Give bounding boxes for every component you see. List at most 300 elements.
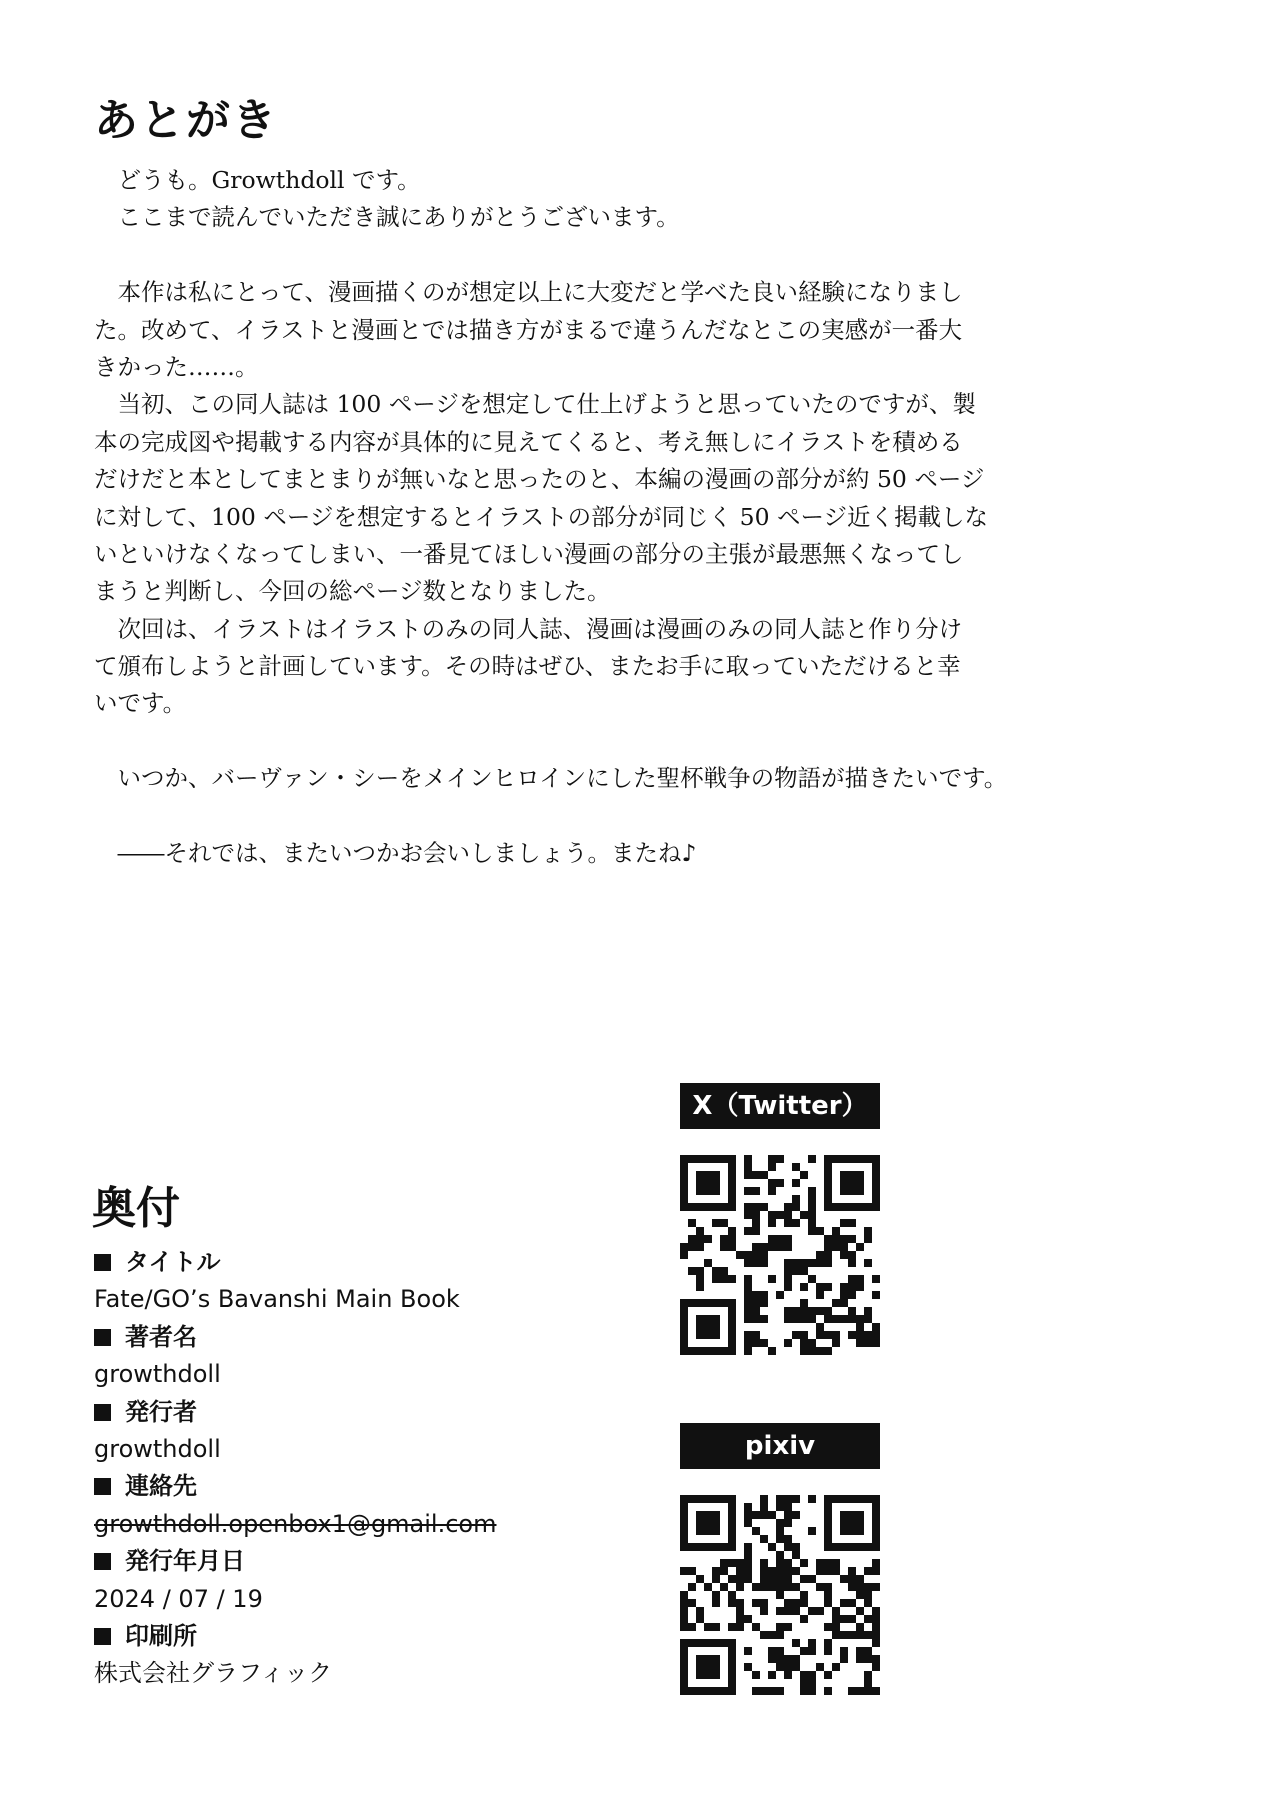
qr-module: [872, 1203, 880, 1211]
qr-module: [864, 1655, 872, 1663]
qr-module: [728, 1687, 736, 1695]
qr-module: [696, 1155, 704, 1163]
qr-module: [832, 1227, 840, 1235]
qr-module: [824, 1347, 832, 1355]
qr-module: [872, 1331, 880, 1339]
colophon-title-value: Fate/GO’s Bavanshi Main Book: [94, 1285, 460, 1314]
square-bullet-icon: [94, 1404, 111, 1421]
qr-module: [744, 1171, 752, 1179]
qr-module: [752, 1219, 760, 1227]
square-bullet-icon: [94, 1254, 111, 1271]
qr-module: [848, 1543, 856, 1551]
qr-module: [728, 1315, 736, 1323]
qr-module: [872, 1663, 880, 1671]
qr-module: [744, 1163, 752, 1171]
qr-module: [816, 1291, 824, 1299]
qr-module: [744, 1559, 752, 1567]
qr-module: [792, 1543, 800, 1551]
qr-module: [688, 1639, 696, 1647]
qr-module: [760, 1599, 768, 1607]
qr-module: [680, 1591, 688, 1599]
qr-module: [840, 1647, 848, 1655]
qr-module: [720, 1275, 728, 1283]
qr-module: [768, 1647, 776, 1655]
qr-module: [752, 1315, 760, 1323]
qr-module: [680, 1671, 688, 1679]
qr-module: [680, 1251, 688, 1259]
qr-module: [752, 1227, 760, 1235]
qr-module: [824, 1647, 832, 1655]
qr-module: [856, 1243, 864, 1251]
qr-module: [792, 1203, 800, 1211]
colophon-printer-value: 株式会社グラフィック: [94, 1659, 333, 1688]
qr-module: [696, 1527, 704, 1535]
qr-module: [808, 1671, 816, 1679]
qr-module: [792, 1179, 800, 1187]
qr-module: [832, 1243, 840, 1251]
qr-module: [768, 1511, 776, 1519]
qr-module: [728, 1179, 736, 1187]
qr-module: [688, 1543, 696, 1551]
qr-module: [736, 1607, 744, 1615]
qr-module: [784, 1339, 792, 1347]
afterword-line: 当初、この同人誌は 100 ページを想定して仕上げようと思っていたのですが、製: [94, 390, 976, 419]
qr-module: [680, 1331, 688, 1339]
qr-module: [768, 1583, 776, 1591]
qr-module: [696, 1275, 704, 1283]
colophon-date-label-text: 発行年月日: [125, 1547, 245, 1576]
qr-module: [752, 1339, 760, 1347]
qr-module: [824, 1519, 832, 1527]
qr-code-graphic: [680, 1495, 880, 1695]
qr-module: [768, 1179, 776, 1187]
qr-module: [872, 1195, 880, 1203]
qr-module: [760, 1251, 768, 1259]
qr-module: [800, 1687, 808, 1695]
qr-module: [688, 1687, 696, 1695]
qr-module: [728, 1671, 736, 1679]
qr-module: [704, 1527, 712, 1535]
qr-module: [824, 1187, 832, 1195]
qr-module: [848, 1219, 856, 1227]
qr-module: [760, 1171, 768, 1179]
qr-module: [760, 1291, 768, 1299]
qr-module: [856, 1623, 864, 1631]
qr-module: [720, 1495, 728, 1503]
qr-module: [736, 1567, 744, 1575]
qr-module: [840, 1155, 848, 1163]
qr-module: [864, 1679, 872, 1687]
qr-module: [680, 1655, 688, 1663]
qr-module: [848, 1171, 856, 1179]
qr-module: [736, 1575, 744, 1583]
qr-module: [792, 1315, 800, 1323]
qr-module: [824, 1179, 832, 1187]
qr-module: [816, 1583, 824, 1591]
qr-module: [728, 1519, 736, 1527]
qr-module: [760, 1607, 768, 1615]
qr-module: [728, 1511, 736, 1519]
qr-module: [824, 1535, 832, 1543]
qr-module: [776, 1655, 784, 1663]
qr-module: [680, 1687, 688, 1695]
qr-module: [824, 1163, 832, 1171]
qr-module: [696, 1607, 704, 1615]
qr-module: [784, 1203, 792, 1211]
qr-module: [784, 1607, 792, 1615]
afterword-line: だけだと本としてまとまりが無いなと思ったのと、本編の漫画の部分が約 50 ページ: [94, 465, 985, 494]
pixiv-qr-block: [680, 1423, 880, 1695]
qr-module: [744, 1187, 752, 1195]
qr-module: [800, 1647, 808, 1655]
qr-module: [808, 1315, 816, 1323]
qr-module: [704, 1511, 712, 1519]
afterword-line: きかった……。: [94, 352, 259, 381]
qr-module: [728, 1639, 736, 1647]
qr-module: [808, 1307, 816, 1315]
qr-module: [728, 1155, 736, 1163]
qr-module: [816, 1663, 824, 1671]
qr-module: [768, 1543, 776, 1551]
qr-module: [816, 1227, 824, 1235]
qr-module: [784, 1315, 792, 1323]
qr-module: [704, 1331, 712, 1339]
qr-module: [824, 1307, 832, 1315]
qr-module: [864, 1631, 872, 1639]
qr-module: [784, 1495, 792, 1503]
qr-module: [776, 1519, 784, 1527]
qr-module: [728, 1599, 736, 1607]
qr-module: [688, 1623, 696, 1631]
qr-module: [872, 1155, 880, 1163]
qr-module: [800, 1171, 808, 1179]
square-bullet-icon: [94, 1478, 111, 1495]
qr-module: [712, 1495, 720, 1503]
qr-module: [856, 1687, 864, 1695]
qr-module: [856, 1315, 864, 1323]
qr-module: [856, 1655, 864, 1663]
qr-module: [792, 1655, 800, 1663]
qr-module: [720, 1559, 728, 1567]
qr-module: [744, 1275, 752, 1283]
qr-module: [784, 1275, 792, 1283]
qr-module: [848, 1575, 856, 1583]
qr-module: [800, 1339, 808, 1347]
qr-module: [824, 1639, 832, 1647]
qr-module: [776, 1575, 784, 1583]
qr-module: [688, 1347, 696, 1355]
qr-module: [848, 1315, 856, 1323]
qr-module: [808, 1227, 816, 1235]
qr-module: [840, 1519, 848, 1527]
qr-module: [792, 1307, 800, 1315]
qr-module: [872, 1623, 880, 1631]
qr-module: [712, 1519, 720, 1527]
qr-module: [680, 1503, 688, 1511]
qr-module: [808, 1527, 816, 1535]
qr-module: [784, 1575, 792, 1583]
qr-module: [688, 1583, 696, 1591]
qr-module: [720, 1347, 728, 1355]
qr-module: [816, 1307, 824, 1315]
qr-module: [744, 1339, 752, 1347]
qr-module: [688, 1495, 696, 1503]
qr-module: [816, 1607, 824, 1615]
qr-module: [728, 1187, 736, 1195]
qr-module: [728, 1559, 736, 1567]
qr-module: [792, 1331, 800, 1339]
qr-module: [824, 1259, 832, 1267]
qr-module: [712, 1299, 720, 1307]
qr-module: [864, 1599, 872, 1607]
qr-module: [704, 1663, 712, 1671]
qr-module: [712, 1267, 720, 1275]
qr-module: [728, 1663, 736, 1671]
qr-module: [800, 1299, 808, 1307]
qr-module: [856, 1171, 864, 1179]
qr-module: [840, 1495, 848, 1503]
qr-module: [680, 1307, 688, 1315]
afterword-line: た。改めて、イラストと漫画とでは描き方がまるで違うんだなとこの実感が一番大: [94, 315, 963, 344]
qr-module: [704, 1495, 712, 1503]
qr-module: [872, 1291, 880, 1299]
qr-module: [808, 1495, 816, 1503]
qr-module: [752, 1307, 760, 1315]
qr-module: [872, 1607, 880, 1615]
qr-module: [864, 1647, 872, 1655]
qr-module: [776, 1527, 784, 1535]
qr-module: [848, 1155, 856, 1163]
qr-module: [768, 1235, 776, 1243]
qr-module: [680, 1607, 688, 1615]
qr-module: [824, 1283, 832, 1291]
qr-module: [832, 1339, 840, 1347]
qr-module: [856, 1203, 864, 1211]
qr-module: [808, 1155, 816, 1163]
qr-module: [744, 1251, 752, 1259]
qr-module: [824, 1527, 832, 1535]
qr-module: [856, 1575, 864, 1583]
qr-module: [800, 1283, 808, 1291]
qr-module: [848, 1259, 856, 1267]
qr-module: [696, 1663, 704, 1671]
qr-module: [848, 1631, 856, 1639]
qr-module: [696, 1511, 704, 1519]
qr-module: [680, 1187, 688, 1195]
qr-module: [848, 1331, 856, 1339]
qr-module: [744, 1519, 752, 1527]
qr-module: [704, 1235, 712, 1243]
qr-module: [768, 1163, 776, 1171]
twitter-qr-label: X（Twitter）: [680, 1083, 880, 1129]
qr-module: [856, 1283, 864, 1291]
qr-module: [768, 1243, 776, 1251]
qr-module: [816, 1331, 824, 1339]
qr-module: [744, 1283, 752, 1291]
afterword-line: に対して、100 ページを想定するとイラストの部分が同じく 50 ページ近く掲載しな: [94, 502, 989, 531]
qr-module: [696, 1299, 704, 1307]
qr-module: [832, 1631, 840, 1639]
qr-module: [768, 1671, 776, 1679]
qr-module: [816, 1323, 824, 1331]
qr-module: [784, 1671, 792, 1679]
qr-module: [832, 1495, 840, 1503]
qr-module: [704, 1583, 712, 1591]
qr-module: [840, 1315, 848, 1323]
qr-module: [752, 1251, 760, 1259]
qr-module: [768, 1347, 776, 1355]
qr-module: [872, 1503, 880, 1511]
qr-module: [760, 1583, 768, 1591]
qr-module: [856, 1179, 864, 1187]
qr-module: [704, 1519, 712, 1527]
qr-module: [736, 1599, 744, 1607]
qr-module: [864, 1687, 872, 1695]
qr-module: [728, 1299, 736, 1307]
qr-module: [704, 1687, 712, 1695]
qr-module: [688, 1155, 696, 1163]
qr-module: [728, 1227, 736, 1235]
qr-module: [792, 1551, 800, 1559]
qr-module: [760, 1511, 768, 1519]
qr-module: [696, 1519, 704, 1527]
qr-module: [776, 1559, 784, 1567]
qr-module: [752, 1583, 760, 1591]
qr-module: [792, 1599, 800, 1607]
qr-module: [792, 1195, 800, 1203]
qr-module: [696, 1187, 704, 1195]
qr-module: [768, 1275, 776, 1283]
qr-module: [776, 1567, 784, 1575]
qr-module: [824, 1671, 832, 1679]
qr-module: [816, 1347, 824, 1355]
qr-code-icon[interactable]: [680, 1155, 880, 1355]
qr-module: [784, 1259, 792, 1267]
afterword-line: まうと判断し、今回の総ページ数となりました。: [94, 577, 611, 606]
qr-module: [728, 1195, 736, 1203]
qr-module: [768, 1575, 776, 1583]
qr-module: [680, 1155, 688, 1163]
qr-module: [680, 1511, 688, 1519]
qr-module: [712, 1179, 720, 1187]
qr-module: [824, 1315, 832, 1323]
colophon-author-label: [94, 1319, 654, 1356]
qr-module: [728, 1655, 736, 1663]
qr-module: [712, 1331, 720, 1339]
qr-module: [856, 1519, 864, 1527]
qr-module: [680, 1495, 688, 1503]
qr-module: [864, 1339, 872, 1347]
qr-module: [800, 1267, 808, 1275]
qr-module: [832, 1559, 840, 1567]
qr-module: [776, 1291, 784, 1299]
qr-module: [856, 1527, 864, 1535]
qr-module: [800, 1331, 808, 1339]
qr-module: [784, 1519, 792, 1527]
qr-module: [864, 1331, 872, 1339]
qr-module: [728, 1543, 736, 1551]
qr-module: [832, 1315, 840, 1323]
qr-module: [752, 1599, 760, 1607]
qr-module: [832, 1607, 840, 1615]
qr-module: [848, 1567, 856, 1575]
qr-module: [720, 1583, 728, 1591]
qr-module: [856, 1583, 864, 1591]
colophon-publisher-value: growthdoll: [94, 1434, 221, 1463]
qr-module: [768, 1655, 776, 1663]
qr-module: [760, 1315, 768, 1323]
qr-module: [736, 1559, 744, 1567]
qr-module: [712, 1511, 720, 1519]
qr-module: [760, 1299, 768, 1307]
qr-module: [872, 1163, 880, 1171]
qr-module: [864, 1583, 872, 1591]
qr-module: [744, 1227, 752, 1235]
qr-module: [848, 1307, 856, 1315]
qr-module: [704, 1639, 712, 1647]
qr-module: [848, 1687, 856, 1695]
qr-module: [768, 1631, 776, 1639]
qr-module: [680, 1339, 688, 1347]
qr-module: [680, 1323, 688, 1331]
qr-module: [872, 1567, 880, 1575]
qr-module: [856, 1187, 864, 1195]
qr-module: [680, 1347, 688, 1355]
qr-module: [872, 1639, 880, 1647]
qr-module: [864, 1615, 872, 1623]
qr-module: [784, 1663, 792, 1671]
qr-module: [856, 1647, 864, 1655]
qr-module: [840, 1615, 848, 1623]
qr-module: [776, 1495, 784, 1503]
qr-module: [728, 1243, 736, 1251]
qr-module: [792, 1511, 800, 1519]
qr-module: [848, 1203, 856, 1211]
qr-module: [872, 1655, 880, 1663]
qr-module: [720, 1567, 728, 1575]
qr-module: [776, 1591, 784, 1599]
qr-module: [816, 1283, 824, 1291]
qr-module: [696, 1671, 704, 1679]
qr-module: [816, 1559, 824, 1567]
qr-module: [736, 1251, 744, 1259]
afterword-line: [94, 723, 1094, 760]
qr-module: [696, 1171, 704, 1179]
qr-module: [864, 1591, 872, 1599]
colophon-title-label: [94, 1244, 654, 1281]
qr-module: [792, 1267, 800, 1275]
qr-module: [728, 1679, 736, 1687]
qr-module: [856, 1511, 864, 1519]
afterword-line: 次回は、イラストはイラストのみの同人誌、漫画は漫画のみの同人誌と作り分け: [94, 614, 963, 643]
afterword-line: [94, 798, 1094, 835]
qr-module: [744, 1307, 752, 1315]
qr-module: [792, 1259, 800, 1267]
qr-module: [744, 1663, 752, 1671]
qr-module: [720, 1155, 728, 1163]
afterword-body: [94, 162, 1094, 872]
qr-module: [752, 1171, 760, 1179]
qr-module: [728, 1331, 736, 1339]
qr-code-icon[interactable]: [680, 1495, 880, 1695]
qr-module: [808, 1259, 816, 1267]
qr-module: [712, 1203, 720, 1211]
qr-module: [696, 1267, 704, 1275]
qr-module: [776, 1687, 784, 1695]
qr-module: [760, 1203, 768, 1211]
qr-module: [848, 1615, 856, 1623]
qr-module: [808, 1687, 816, 1695]
